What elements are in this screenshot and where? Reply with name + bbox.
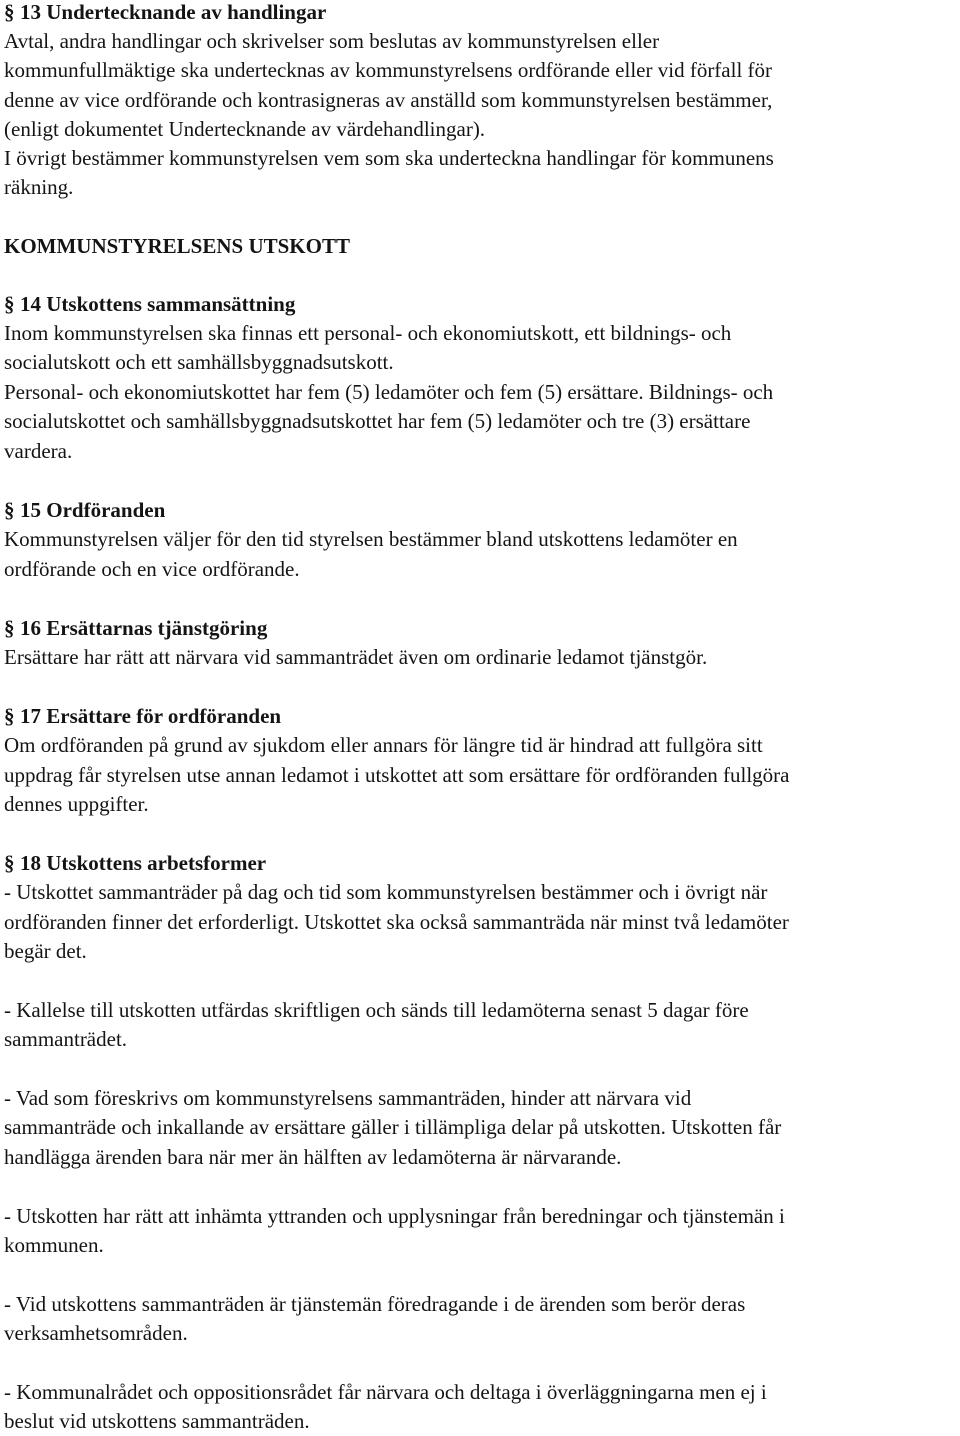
section-13-line: Avtal, andra handlingar och skrivelser som beslutas av kommunstyrelsen eller — [4, 29, 660, 53]
section-sign: § — [4, 704, 15, 728]
section-15-heading — [4, 496, 165, 525]
section-18-title: 18 Utskottens arbetsformer — [20, 851, 267, 875]
section-sign: § — [4, 851, 15, 875]
section-18-line: handlägga ärenden bara när mer än hälften av ledamöterna är närvarande. — [4, 1145, 622, 1169]
section-14-line: vardera. — [4, 439, 73, 463]
section-title: KOMMUNSTYRELSENS UTSKOTT — [4, 234, 350, 258]
section-18-line: kommunen. — [4, 1233, 104, 1257]
section-18-line: - Kommunalrådet och oppositionsrådet får närvara och deltaga i överläggningarna men ej i — [4, 1380, 767, 1404]
section-18-heading — [4, 849, 266, 878]
section-14-line: Inom kommunstyrelsen ska finnas ett personal- och ekonomiutskott, ett bildnings- och — [4, 321, 732, 345]
section-18-line: verksamhetsområden. — [4, 1321, 188, 1345]
section-14-title: 14 Utskottens sammansättning — [20, 292, 296, 316]
section-17-heading — [4, 702, 281, 731]
section-15-title: 15 Ordföranden — [20, 498, 166, 522]
section-18-line: - Vad som föreskrivs om kommunstyrelsens sammanträden, hinder att närvara vid — [4, 1086, 692, 1110]
section-18-line: begär det. — [4, 939, 87, 963]
section-13-line: I övrigt bestämmer kommunstyrelsen vem som ska underteckna handlingar för kommunens — [4, 146, 774, 170]
section-16-title: 16 Ersättarnas tjänstgöring — [20, 616, 268, 640]
section-18-line: - Utskotten har rätt att inhämta yttranden och upplysningar från beredningar och tjänstemän i — [4, 1204, 785, 1228]
section-17-line: dennes uppgifter. — [4, 792, 149, 816]
section-sign: § — [4, 292, 15, 316]
section-18-line: ordföranden finner det erforderligt. Utskottet ska också sammanträda när minst två ledamöter — [4, 910, 789, 934]
section-18-line: sammanträdet. — [4, 1027, 128, 1051]
section-18-line: - Utskottet sammanträder på dag och tid som kommunstyrelsen bestämmer och i övrigt när — [4, 880, 768, 904]
section-17-title: 17 Ersättare för ordföranden — [20, 704, 282, 728]
section-13-title: 13 Undertecknande av handlingar — [20, 0, 327, 24]
section-14-heading — [4, 290, 295, 319]
section-17-line: uppdrag får styrelsen utse annan ledamot i utskottet att som ersättare för ordföranden fullgöra — [4, 763, 790, 787]
section-14-line: Personal- och ekonomiutskottet har fem (5) ledamöter och fem (5) ersättare. Bildnings- och — [4, 380, 774, 404]
section-13-line: kommunfullmäktige ska undertecknas av kommunstyrelsens ordförande eller vid förfall för — [4, 58, 773, 82]
section-14-line: socialutskottet och samhällsbyggnadsutskottet har fem (5) ledamöter och tre (3) ersättare — [4, 409, 751, 433]
section-18-line: - Kallelse till utskotten utfärdas skriftligen och sänds till ledamöterna senast 5 dagar före — [4, 998, 749, 1022]
section-13-heading — [4, 0, 326, 27]
section-18-line: beslut vid utskottens sammanträden. — [4, 1409, 310, 1433]
section-sign: § — [4, 0, 15, 24]
section-sign: § — [4, 616, 15, 640]
section-sign: § — [4, 498, 15, 522]
section-16-heading — [4, 614, 267, 643]
section-15-line: Kommunstyrelsen väljer för den tid styrelsen bestämmer bland utskottens ledamöter en — [4, 527, 738, 551]
section-13-line: denne av vice ordförande och kontrasigneras av anställd som kommunstyrelsen bestämmer, — [4, 88, 773, 112]
section-15-line: ordförande och en vice ordförande. — [4, 557, 300, 581]
section-16-line: Ersättare har rätt att närvara vid sammanträdet även om ordinarie ledamot tjänstgör. — [4, 645, 708, 669]
section-18-line: - Vid utskottens sammanträden är tjänstemän föredragande i de ärenden som berör deras — [4, 1292, 746, 1316]
section-17-line: Om ordföranden på grund av sjukdom eller annars för längre tid är hindrad att fullgöra sitt — [4, 733, 763, 757]
section-18-line: sammanträde och inkallande av ersättare gäller i tillämpliga delar på utskotten. Utskotten får — [4, 1115, 782, 1139]
section-13-line: (enligt dokumentet Undertecknande av värdehandlingar). — [4, 117, 486, 141]
section-14-line: socialutskott och ett samhällsbyggnadsutskott. — [4, 350, 394, 374]
section-13-line: räkning. — [4, 175, 74, 199]
